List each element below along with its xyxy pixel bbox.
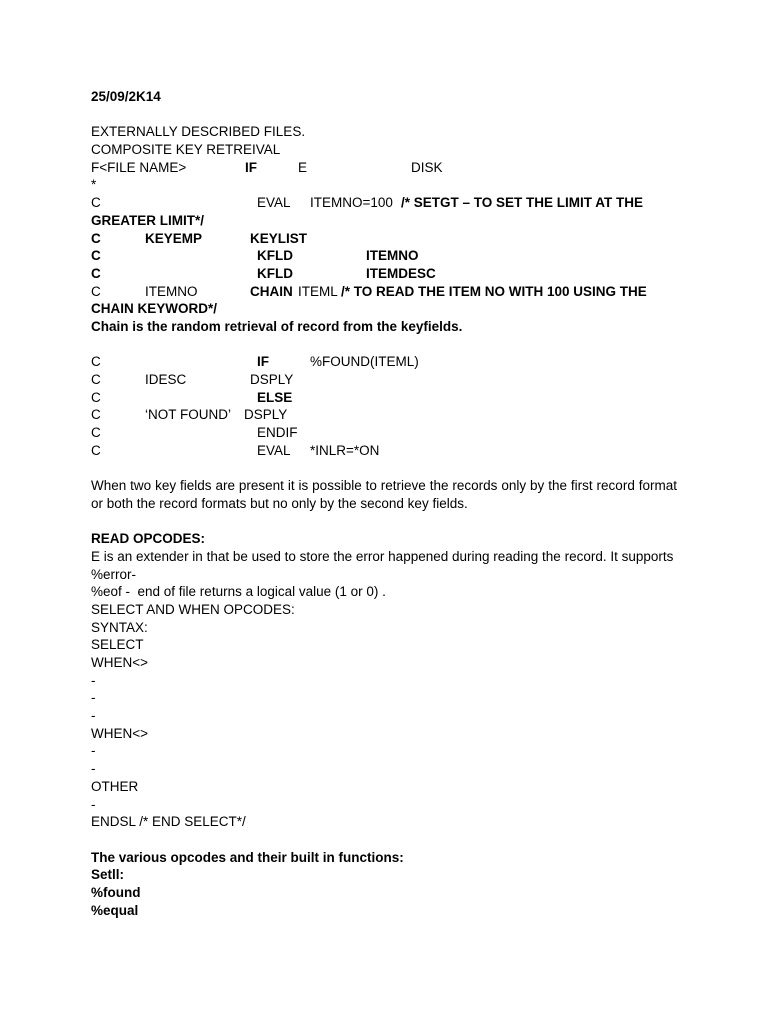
opcode: KEYLIST bbox=[250, 230, 308, 246]
read-opcodes-heading: READ OPCODES: bbox=[91, 531, 206, 547]
date: 25/09/2K14 bbox=[91, 89, 161, 104]
factor2: ITEMDESC bbox=[366, 265, 436, 281]
blank-line bbox=[91, 106, 677, 124]
factor1: KEYEMP bbox=[145, 230, 203, 246]
code-line-keylist bbox=[91, 230, 677, 248]
heading-composite-key: COMPOSITE KEY RETREIVAL bbox=[91, 142, 281, 158]
syntax-line: OTHER bbox=[91, 778, 139, 794]
code-line bbox=[91, 442, 677, 460]
code-line bbox=[91, 406, 677, 424]
factor2: ITEML bbox=[298, 283, 338, 299]
code-comment-continued: GREATER LIMIT*/ bbox=[91, 212, 204, 228]
spec-c: C bbox=[91, 195, 101, 211]
code-comment: /* SETGT – TO SET THE LIMIT AT THE bbox=[401, 195, 644, 211]
spec-c: C bbox=[91, 442, 101, 458]
syntax-line: - bbox=[91, 761, 96, 777]
select-syntax-block bbox=[91, 636, 677, 831]
opcode: KFLD bbox=[257, 248, 293, 264]
code-line bbox=[91, 353, 677, 371]
code-line bbox=[91, 389, 677, 407]
code-line bbox=[91, 371, 677, 389]
opcode: DSPLY bbox=[250, 372, 294, 387]
code-comment: /* TO READ THE ITEM NO WITH 100 USING THE bbox=[341, 283, 647, 299]
factor1: ‘NOT FOUND’ bbox=[145, 407, 231, 423]
opcode: IF bbox=[257, 354, 269, 370]
document-page bbox=[91, 88, 677, 919]
found-bif: %found bbox=[91, 884, 141, 900]
file-spec-name: F<FILE NAME> bbox=[91, 159, 187, 175]
code-line-chain bbox=[91, 283, 677, 301]
blank-line bbox=[91, 336, 677, 354]
eof-line: %eof - end of file returns a logical value (1 or 0) . bbox=[91, 584, 386, 600]
factor1: ITEMNO bbox=[145, 283, 198, 299]
read-opcodes-paragraph: E is an extender in that be used to store the error happened during reading the record. It supports bbox=[91, 548, 674, 564]
code-line-kfld bbox=[91, 247, 677, 265]
code-line bbox=[91, 424, 677, 442]
syntax-line: - bbox=[91, 672, 96, 688]
factor2: %FOUND(ITEML) bbox=[310, 354, 419, 370]
factor2: ITEMNO bbox=[366, 248, 419, 264]
heading-externally-described: EXTERNALLY DESCRIBED FILES. bbox=[91, 124, 306, 140]
syntax-line: - bbox=[91, 708, 96, 724]
syntax-line: SELECT bbox=[91, 637, 144, 653]
opcode: DSPLY bbox=[244, 407, 288, 423]
file-spec-format: E bbox=[298, 159, 308, 175]
file-spec-line bbox=[91, 159, 677, 177]
syntax-label: SYNTAX: bbox=[91, 619, 148, 635]
syntax-line: ENDSL /* END SELECT*/ bbox=[91, 814, 246, 830]
chain-note: Chain is the random retrieval of record from the keyfields. bbox=[91, 318, 463, 334]
code-block-if bbox=[91, 353, 677, 459]
opcode: KFLD bbox=[257, 265, 293, 281]
spec-c: C bbox=[91, 372, 101, 387]
syntax-line: WHEN<> bbox=[91, 655, 149, 671]
code-line-kfld bbox=[91, 265, 677, 283]
spec-c: C bbox=[91, 407, 101, 423]
select-when-heading: SELECT AND WHEN OPCODES: bbox=[91, 601, 295, 617]
syntax-line: - bbox=[91, 690, 96, 706]
syntax-line: WHEN<> bbox=[91, 725, 149, 741]
key-fields-paragraph: When two key fields are present it is possible to retrieve the records only by the first record format or both the record formats but no only by the second key fields. bbox=[91, 478, 677, 511]
spec-c: C bbox=[91, 283, 101, 299]
opcode: EVAL bbox=[257, 442, 291, 458]
setll-label: Setll: bbox=[91, 867, 125, 883]
comment-star: * bbox=[91, 177, 97, 193]
spec-c: C bbox=[91, 248, 101, 264]
error-line: %error- bbox=[91, 566, 137, 582]
opcode: ENDIF bbox=[257, 425, 298, 441]
factor2: *INLR=*ON bbox=[310, 442, 380, 458]
various-opcodes-heading: The various opcodes and their built in functions: bbox=[91, 849, 404, 865]
factor1: IDESC bbox=[145, 372, 187, 387]
syntax-line: - bbox=[91, 743, 96, 759]
blank-line bbox=[91, 831, 677, 849]
spec-c: C bbox=[91, 230, 101, 246]
spec-c: C bbox=[91, 425, 101, 441]
spec-c: C bbox=[91, 265, 101, 281]
code-comment-continued: CHAIN KEYWORD*/ bbox=[91, 301, 218, 317]
file-spec-device: DISK bbox=[411, 159, 443, 175]
spec-c: C bbox=[91, 354, 101, 370]
blank-line bbox=[91, 513, 677, 531]
code-line-eval bbox=[91, 194, 677, 212]
opcode: CHAIN bbox=[250, 283, 293, 299]
syntax-line: - bbox=[91, 796, 96, 812]
blank-line bbox=[91, 459, 677, 477]
opcode: ELSE bbox=[257, 389, 293, 405]
spec-c: C bbox=[91, 389, 101, 405]
opcode: EVAL bbox=[257, 195, 291, 211]
factor2: ITEMNO=100 bbox=[310, 195, 393, 211]
equal-bif: %equal bbox=[91, 902, 139, 918]
file-spec-type: IF bbox=[245, 159, 257, 175]
